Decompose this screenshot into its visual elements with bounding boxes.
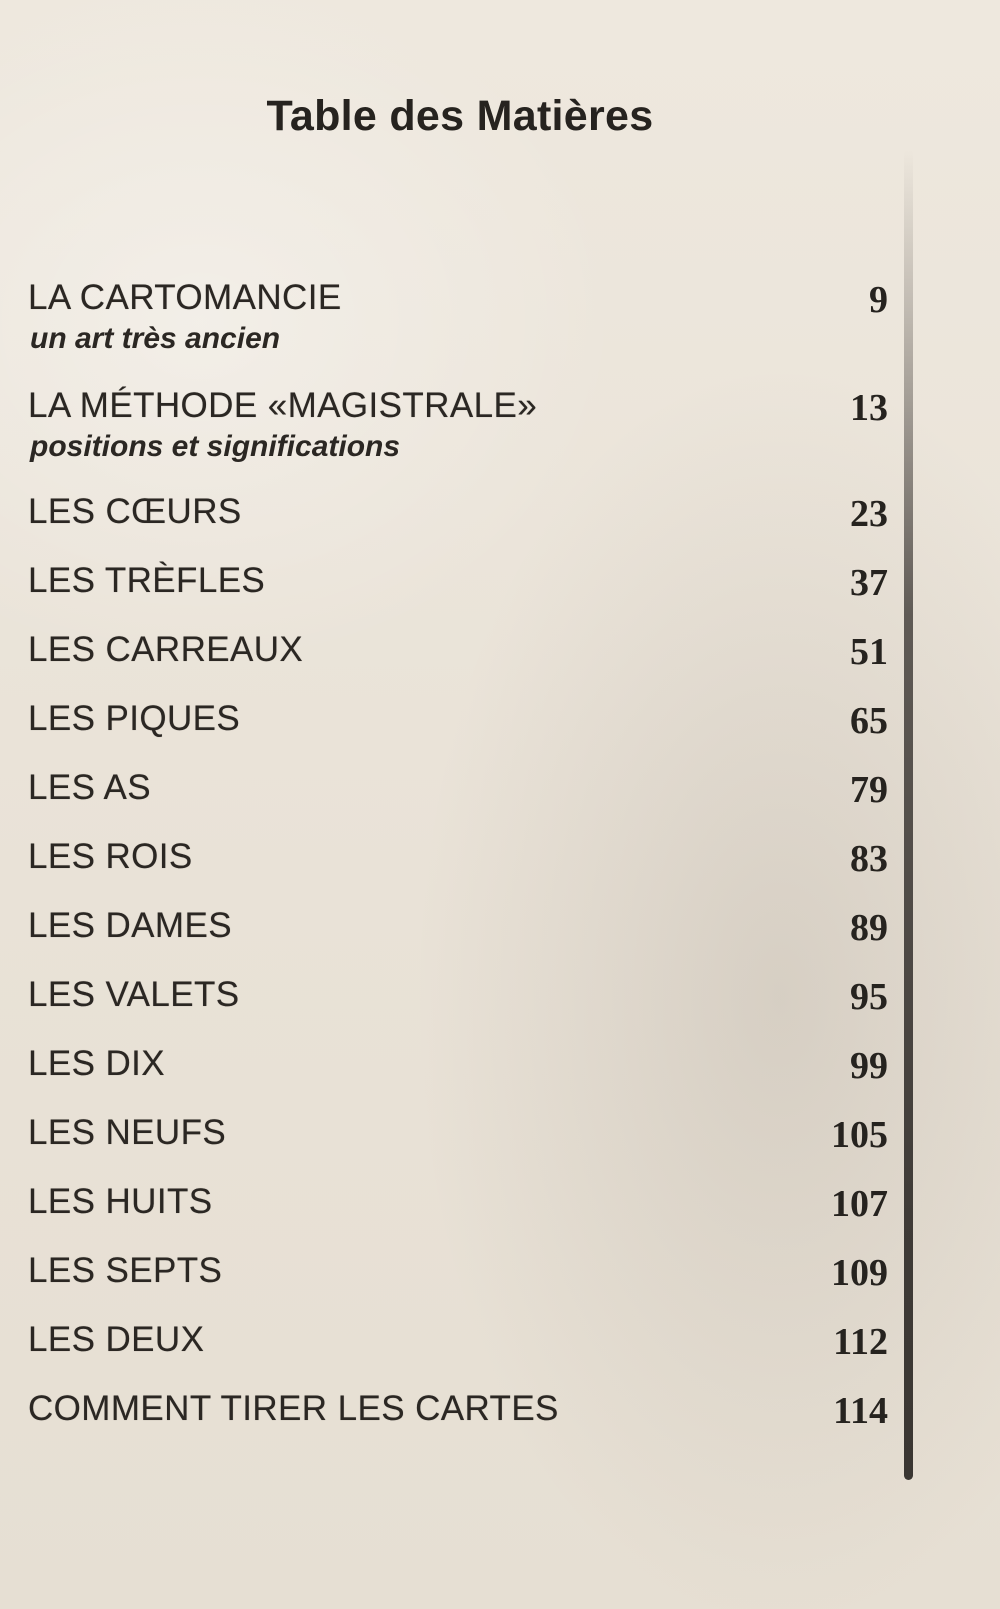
- toc-entry-label: LES CŒURS: [28, 492, 242, 531]
- toc-entry-label: LES TRÈFLES: [28, 561, 266, 600]
- toc-entry-label: LES NEUFS: [28, 1113, 227, 1152]
- toc-page-number: 51: [850, 631, 888, 673]
- toc-page-number: 109: [831, 1252, 888, 1294]
- toc-entry-label: LES SEPTS: [28, 1251, 223, 1290]
- vertical-rule: [904, 150, 913, 1480]
- toc-page-number: 99: [850, 1045, 888, 1087]
- toc-page-number: 105: [831, 1114, 888, 1156]
- toc-entry-label: LA MÉTHODE «MAGISTRALE»: [28, 386, 538, 425]
- toc-page-number: 9: [869, 279, 888, 321]
- toc-entry-subtitle: un art très ancien: [30, 322, 281, 355]
- toc-page-number: 107: [831, 1183, 888, 1225]
- toc-entry-label: LES PIQUES: [28, 699, 241, 738]
- toc-entry-label: LES VALETS: [28, 975, 240, 1014]
- toc-page-number: 95: [850, 976, 888, 1018]
- toc-entry-label: COMMENT TIRER LES CARTES: [28, 1389, 559, 1428]
- toc-entry-label: LES CARREAUX: [28, 630, 304, 669]
- toc-entry-label: LES DEUX: [28, 1320, 205, 1359]
- page-title: Table des Matières: [266, 92, 654, 140]
- toc-page-number: 37: [850, 562, 888, 604]
- toc-entry-subtitle: positions et significations: [30, 430, 401, 463]
- toc-entry-label: LES DIX: [28, 1044, 166, 1083]
- toc-entry-label: LES ROIS: [28, 837, 193, 876]
- toc-page-number: 23: [850, 493, 888, 535]
- toc-entry-label: LES DAMES: [28, 906, 232, 945]
- toc-entry-label: LES AS: [28, 768, 152, 807]
- toc-entry-label: LA CARTOMANCIE: [28, 278, 342, 317]
- toc-page-number: 13: [850, 387, 888, 429]
- toc-page-number: 114: [833, 1390, 888, 1432]
- toc-page-number: 83: [850, 838, 888, 880]
- toc-page-number: 112: [833, 1321, 888, 1363]
- toc-page-number: 89: [850, 907, 888, 949]
- toc-entry-label: LES HUITS: [28, 1182, 213, 1221]
- toc-page-number: 79: [850, 769, 888, 811]
- toc-page-number: 65: [850, 700, 888, 742]
